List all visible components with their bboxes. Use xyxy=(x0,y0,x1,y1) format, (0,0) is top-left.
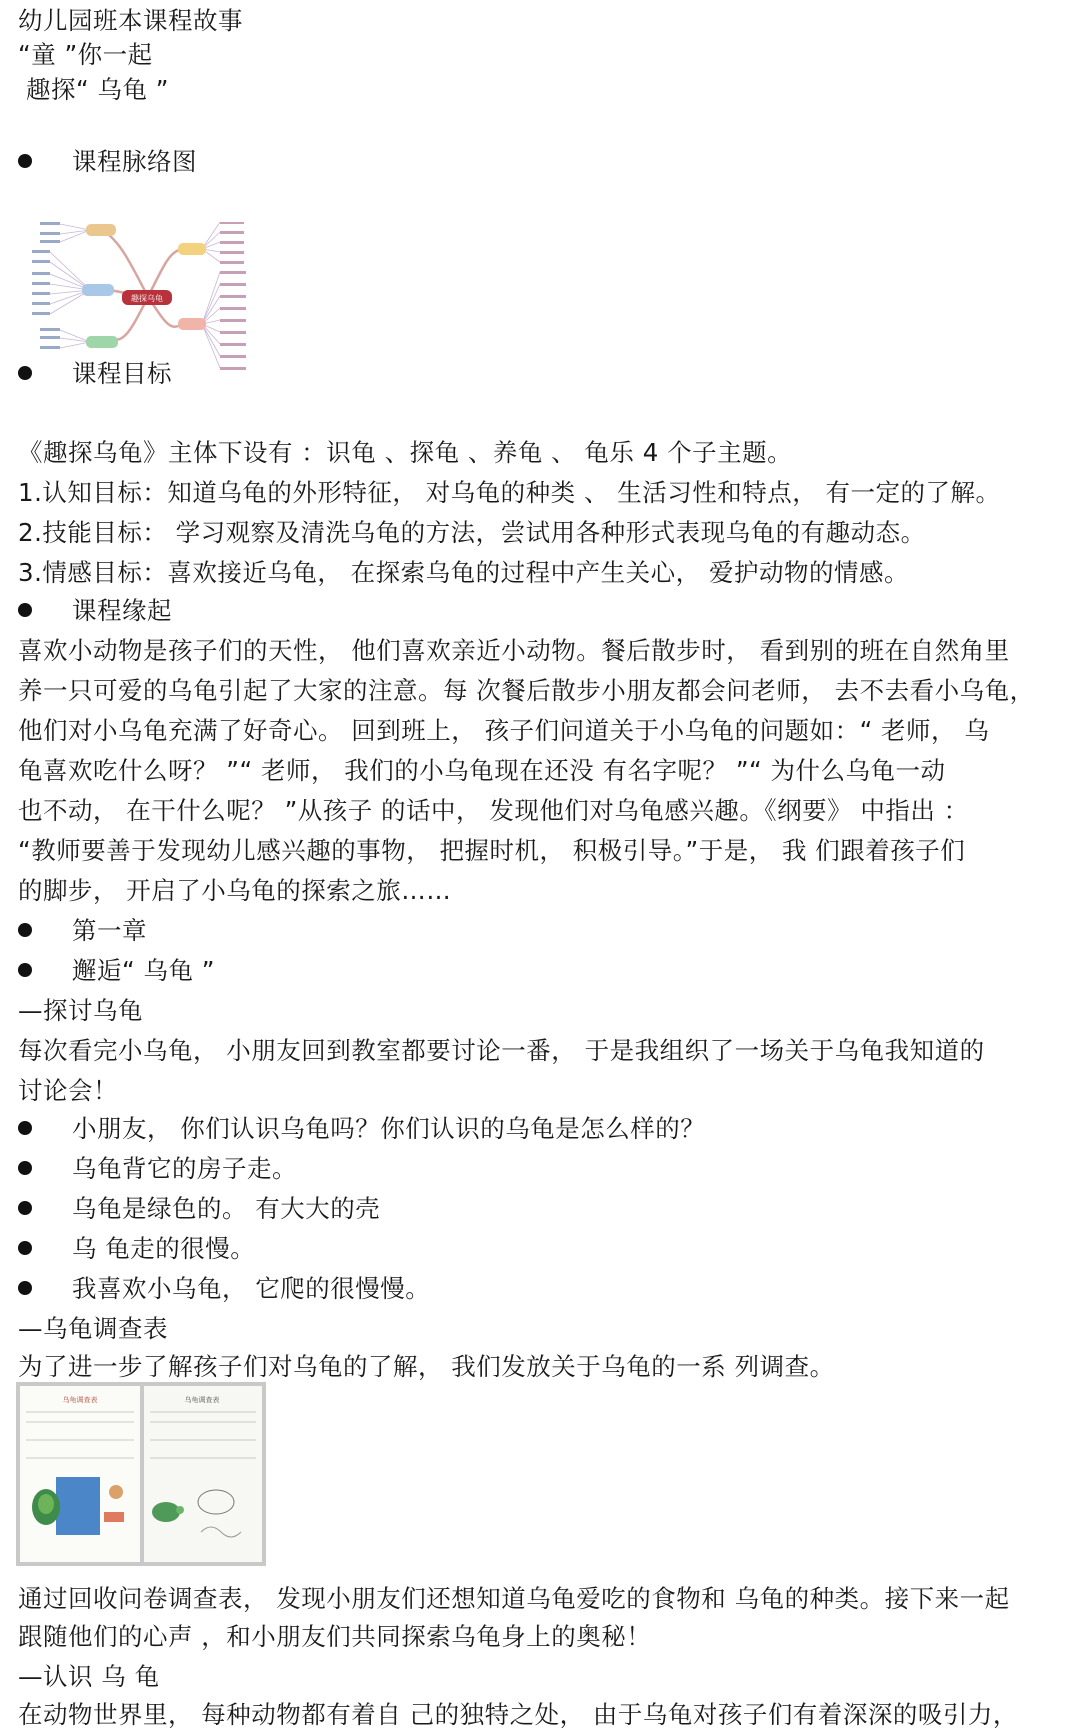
mindmap-node xyxy=(86,336,118,348)
paragraph-line: 喜欢小动物是孩子们的天性， 他们喜欢亲近小动物。餐后散步时， 看到别的班在自然角里 xyxy=(18,636,1010,665)
paragraph-line: 的脚步， 开启了小乌龟的探索之旅…… xyxy=(18,876,452,905)
list-item-text: 乌龟背它的房子走。 xyxy=(72,1154,297,1183)
bullet-dot xyxy=(18,1201,32,1215)
bullet-dot xyxy=(18,963,32,977)
mindmap-node xyxy=(178,243,206,255)
list-item-text: 我喜欢小乌龟， 它爬的很慢慢。 xyxy=(72,1274,431,1303)
section-heading: 课程目标 xyxy=(72,359,172,388)
list-item-text: 乌 龟走的很慢。 xyxy=(72,1234,256,1263)
doc-title: 幼儿园班本课程故事 xyxy=(18,6,243,35)
survey-photo xyxy=(16,1382,266,1566)
paragraph-line: 通过回收问卷调查表， 发现小朋友们还想知道乌龟爱吃的食物和 乌龟的种类。接下来一起 xyxy=(18,1584,1010,1613)
paragraph-line: 跟随他们的心声 ，和小朋友们共同探索乌龟身上的奥秘！ xyxy=(18,1622,652,1651)
subsection-title: —乌龟调查表 xyxy=(18,1314,168,1343)
paragraph-line: 讨论会！ xyxy=(18,1076,118,1105)
mindmap-node xyxy=(86,224,116,236)
paragraph: 2.技能目标： 学习观察及清洗乌龟的方法，尝试用各种形式表现乌龟的有趣动态。 xyxy=(18,518,926,547)
mindmap-node xyxy=(82,284,114,296)
bullet-dot xyxy=(18,923,32,937)
paragraph: 1.认知目标：知道乌龟的外形特征， 对乌龟的种类 、 生活习性和特点， 有一定的了解。 xyxy=(18,478,1001,507)
bullet-dot xyxy=(18,1161,32,1175)
subsection-title: —认识 乌 龟 xyxy=(18,1662,160,1691)
list-item-text: 小朋友， 你们认识乌龟吗？你们认识的乌龟是怎么样的？ xyxy=(72,1114,706,1143)
paragraph-line: 也不动， 在干什么呢？ ”从孩子 的话中， 发现他们对乌龟感兴趣。《纲要》 中指出 ： xyxy=(18,796,969,825)
mindmap-center-label: 趣探乌龟 xyxy=(131,294,163,303)
paragraph-line: 龟喜欢吃什么呀？ ”“ 老师， 我们的小乌龟现在还没 有名字呢？ ”“ 为什么乌龟一动 xyxy=(18,756,946,785)
paragraph: 《趣探乌龟》主体下设有 ：识龟 、探龟 、养龟 、 龟乐 4 个子主题。 xyxy=(18,438,793,467)
doc-subtitle-2: 趣探“ 乌龟 ” xyxy=(26,75,169,104)
survey-photo-svg xyxy=(16,1382,266,1566)
bullet-dot xyxy=(18,1281,32,1295)
doc-subtitle: “童 ”你一起 xyxy=(18,40,153,69)
bullet-dot xyxy=(18,154,32,168)
list-item-text: 乌龟是绿色的。 有大大的壳 xyxy=(72,1194,381,1223)
chapter-label: 第一章 xyxy=(72,916,147,945)
paragraph: 3.情感目标：喜欢接近乌龟， 在探索乌龟的过程中产生关心， 爱护动物的情感。 xyxy=(18,558,909,587)
section-heading: 课程脉络图 xyxy=(72,147,197,176)
paragraph-line: 养一只可爱的乌龟引起了大家的注意。每 次餐后散步小朋友都会问老师， 去不去看小乌龟， xyxy=(18,676,1035,705)
bullet-dot xyxy=(18,366,32,380)
paragraph-line: “教师要善于发现幼儿感兴趣的事物， 把握时机， 积极引导。”于是， 我 们跟着孩子们 xyxy=(18,836,966,865)
paragraph-line: 他们对小乌龟充满了好奇心。 回到班上， 孩子们问道关于小乌龟的问题如：“ 老师， 乌 xyxy=(18,716,990,745)
bullet-dot xyxy=(18,1121,32,1135)
section-heading: 课程缘起 xyxy=(72,596,172,625)
paragraph-line: 在动物世界里， 每种动物都有着自 己的独特之处， 由于乌龟对孩子们有着深深的吸引力， xyxy=(18,1700,1018,1729)
subsection-title: —探讨乌龟 xyxy=(18,996,143,1025)
chapter-title: 邂逅“ 乌龟 ” xyxy=(72,956,215,985)
paragraph-line: 每次看完小乌龟， 小朋友回到教室都要讨论一番， 于是我组织了一场关于乌龟我知道的 xyxy=(18,1036,985,1065)
mindmap-node xyxy=(178,318,206,330)
bullet-dot xyxy=(18,1241,32,1255)
bullet-dot xyxy=(18,603,32,617)
sheet-title: 乌龟调查表 xyxy=(184,1396,220,1404)
paragraph-line: 为了进一步了解孩子们对乌龟的了解， 我们发放关于乌龟的一系 列调查。 xyxy=(18,1352,835,1381)
sheet-title: 乌龟调查表 xyxy=(62,1396,98,1404)
